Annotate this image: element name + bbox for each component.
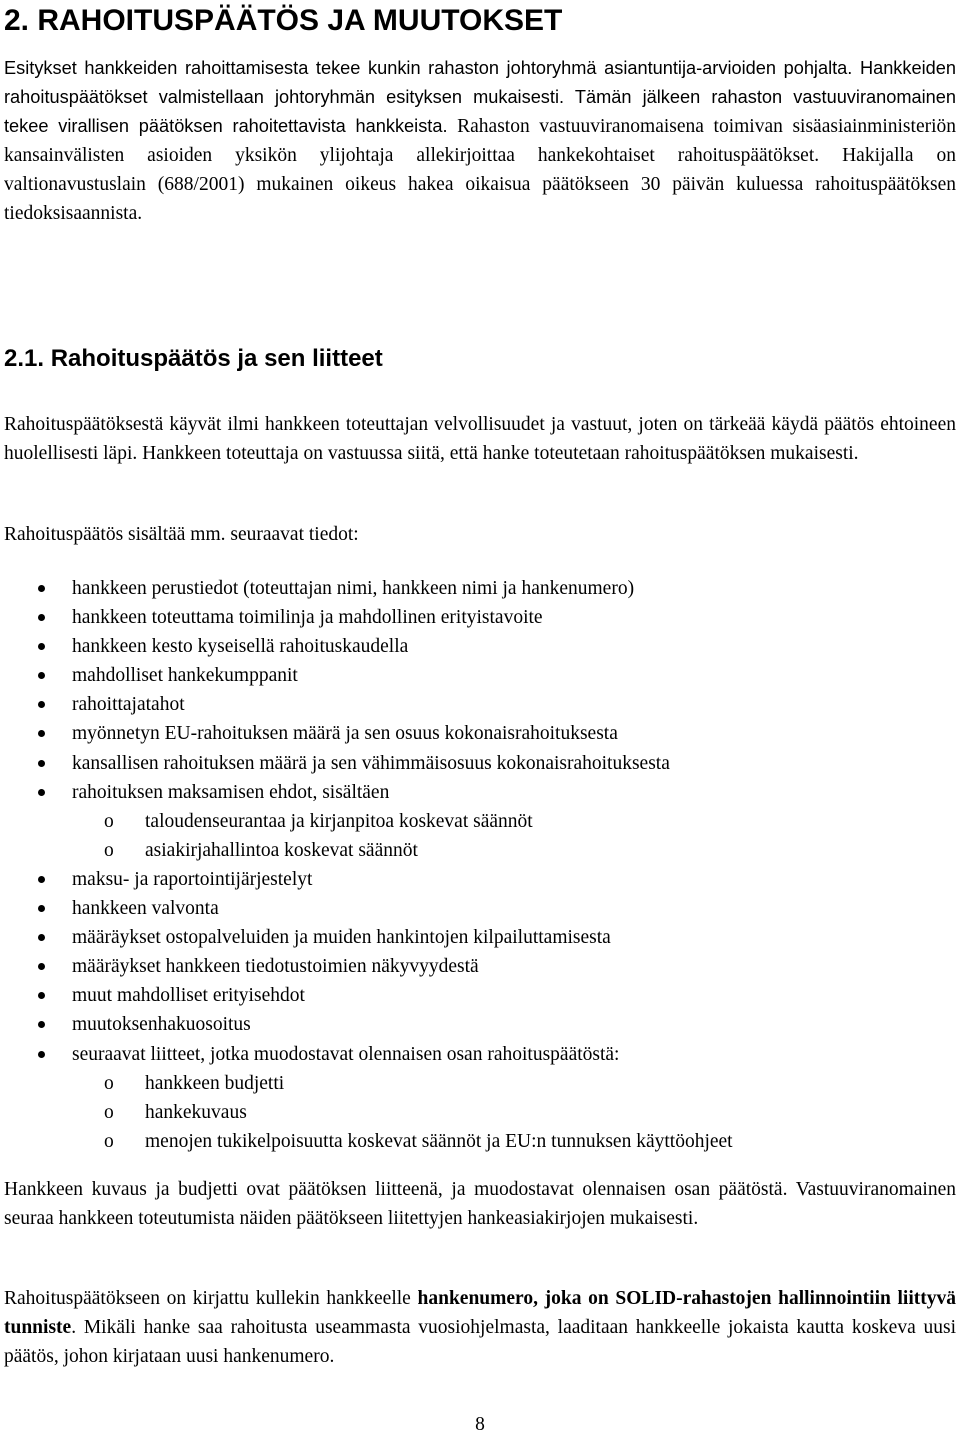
bullet-icon — [38, 992, 45, 999]
sub-list-item — [0, 1069, 960, 1098]
list-item — [0, 661, 960, 690]
bullet-icon — [38, 963, 45, 970]
bullet-icon — [38, 1051, 45, 1058]
list-item — [0, 952, 960, 981]
list-item — [0, 719, 960, 748]
list-item-text: rahoituksen maksamisen ehdot, sisältäen — [72, 781, 390, 803]
list-item-text: hankekuvaus — [145, 1101, 247, 1123]
bullet-icon — [38, 934, 45, 941]
list-item-text: asiakirjahallintoa koskevat säännöt — [145, 839, 418, 861]
bullet-icon — [38, 876, 45, 883]
list-item — [0, 981, 960, 1010]
decision-contents-paragraph: Rahoituspäätöksestä käyvät ilmi hankkeen toteuttajan velvollisuudet ja vastuut, joten on tärkeää käydä päätös ehtoineen huolellisesti läpi. Hankkeen toteuttaja on vastuussa siitä, että hanke toteutetaan rahoituspäätöksen mukaisesti. — [4, 414, 956, 464]
list-item-text: hankkeen kesto kyseisellä rahoituskaudella — [72, 636, 409, 658]
project-number-text-start: Rahoituspäätökseen on kirjattu kullekin hankkeelle — [4, 1288, 418, 1309]
list-item — [0, 632, 960, 661]
attachments-paragraph: Hankkeen kuvaus ja budjetti ovat päätöksen liitteenä, ja muodostavat olennaisen osan päätöstä. Vastuuviranomainen seuraa hankkeen toteutumista näiden päätökseen liitettyjen hankeasiakirjojen mukaisesti. — [4, 1179, 956, 1229]
bullet-icon — [38, 643, 45, 650]
sub-list-item — [0, 1127, 960, 1156]
list-item — [0, 603, 960, 632]
list-item — [0, 865, 960, 894]
intro-sentence-appeal: Hakijalla on valtionavustuslain (688/2001) mukainen oikeus hakea oikaisua päätökseen 30 päivän kuluessa rahoituspäätöksen tiedoksisaannista. — [4, 145, 957, 224]
bullet-icon — [38, 760, 45, 767]
list-item — [0, 749, 960, 778]
list-item-text: muutoksenhakuosoitus — [72, 1014, 251, 1036]
list-item-text: muut mahdolliset erityisehdot — [72, 985, 305, 1007]
circle-bullet-icon: o — [104, 839, 114, 861]
list-item-text: seuraavat liitteet, jotka muodostavat olennaisen osan rahoituspäätöstä: — [72, 1043, 620, 1065]
sub-list-item — [0, 1098, 960, 1127]
sub-list-item — [0, 836, 960, 865]
list-item-text: maksu- ja raportointijärjestelyt — [72, 868, 313, 890]
circle-bullet-icon: o — [104, 1072, 114, 1094]
intro-paragraph — [4, 54, 956, 228]
list-item — [0, 1010, 960, 1039]
list-item-text: myönnetyn EU-rahoituksen määrä ja sen osuus kokonaisrahoituksesta — [72, 723, 618, 745]
bullet-icon — [38, 585, 45, 592]
intro-sentences-sans: Esitykset hankkeiden rahoittamisesta tekee kunkin rahaston johtoryhmä asiantuntija-arvioiden pohjalta. Hankkeiden rahoituspäätökset valmistellaan johtoryhmän esityksen mukaisesti. Tämän jälkeen rahaston vastuuviranomainen tekee virallisen päätöksen rahoitettavista hankkeista. — [4, 58, 956, 136]
bullet-icon — [38, 905, 45, 912]
bullet-icon — [38, 614, 45, 621]
list-item-text: menojen tukikelpoisuutta koskevat säännöt ja EU:n tunnuksen käyttöohjeet — [145, 1130, 733, 1152]
list-item — [0, 923, 960, 952]
project-number-text-end: . Mikäli hanke saa rahoitusta useammasta vuosiohjelmasta, laaditaan hankkeelle jokaista kautta koskeva uusi päätös, johon kirjataan uusi hankenumero. — [4, 1317, 956, 1367]
project-number-paragraph — [4, 1284, 956, 1371]
list-item-text: rahoittajatahot — [72, 694, 185, 716]
list-intro-paragraph: Rahoituspäätös sisältää mm. seuraavat tiedot: — [4, 524, 359, 545]
sub-list-item — [0, 807, 960, 836]
bullet-icon — [38, 789, 45, 796]
list-item — [0, 690, 960, 719]
list-item — [0, 1040, 960, 1069]
list-item — [0, 778, 960, 807]
list-item-text: hankkeen perustiedot (toteuttajan nimi, hankkeen nimi ja hankenumero) — [72, 578, 635, 599]
bullet-icon — [38, 730, 45, 737]
list-item — [0, 894, 960, 923]
circle-bullet-icon: o — [104, 1101, 114, 1123]
list-item-text: määräykset ostopalveluiden ja muiden hankintojen kilpailuttamisesta — [72, 927, 611, 949]
circle-bullet-icon: o — [104, 810, 114, 832]
project-number-emphasis: hankenumero, joka on SOLID-rahastojen hallinnointiin liittyvä tunniste — [4, 1288, 956, 1338]
page-number: 8 — [475, 1414, 485, 1435]
list-item-text: määräykset hankkeen tiedotustoimien näkyvyydestä — [72, 956, 479, 978]
circle-bullet-icon: o — [104, 1130, 114, 1152]
section-heading: 2.1. Rahoituspäätös ja sen liitteet — [4, 345, 383, 372]
list-item — [0, 574, 960, 603]
list-item-text: hankkeen valvonta — [72, 898, 219, 920]
decision-contents-list — [0, 574, 960, 1156]
list-item-text: kansallisen rahoituksen määrä ja sen vähimmäisosuus kokonaisrahoituksesta — [72, 752, 670, 774]
list-item-text: hankkeen toteuttama toimilinja ja mahdollinen erityistavoite — [72, 607, 543, 629]
bullet-icon — [38, 672, 45, 679]
chapter-heading: 2. RAHOITUSPÄÄTÖS JA MUUTOKSET — [4, 4, 563, 37]
intro-sentence-authority: Rahaston vastuuviranomaisena toimivan sisäasiainministeriön kansainvälisten asioiden yksikön ylijohtaja allekirjoittaa hankekohtaiset rahoituspäätökset. — [4, 116, 957, 166]
bullet-icon — [38, 701, 45, 708]
list-item-text: mahdolliset hankekumppanit — [72, 665, 298, 687]
list-item-text: taloudenseurantaa ja kirjanpitoa koskevat säännöt — [145, 810, 533, 832]
list-item-text: hankkeen budjetti — [145, 1072, 285, 1094]
bullet-icon — [38, 1021, 45, 1028]
